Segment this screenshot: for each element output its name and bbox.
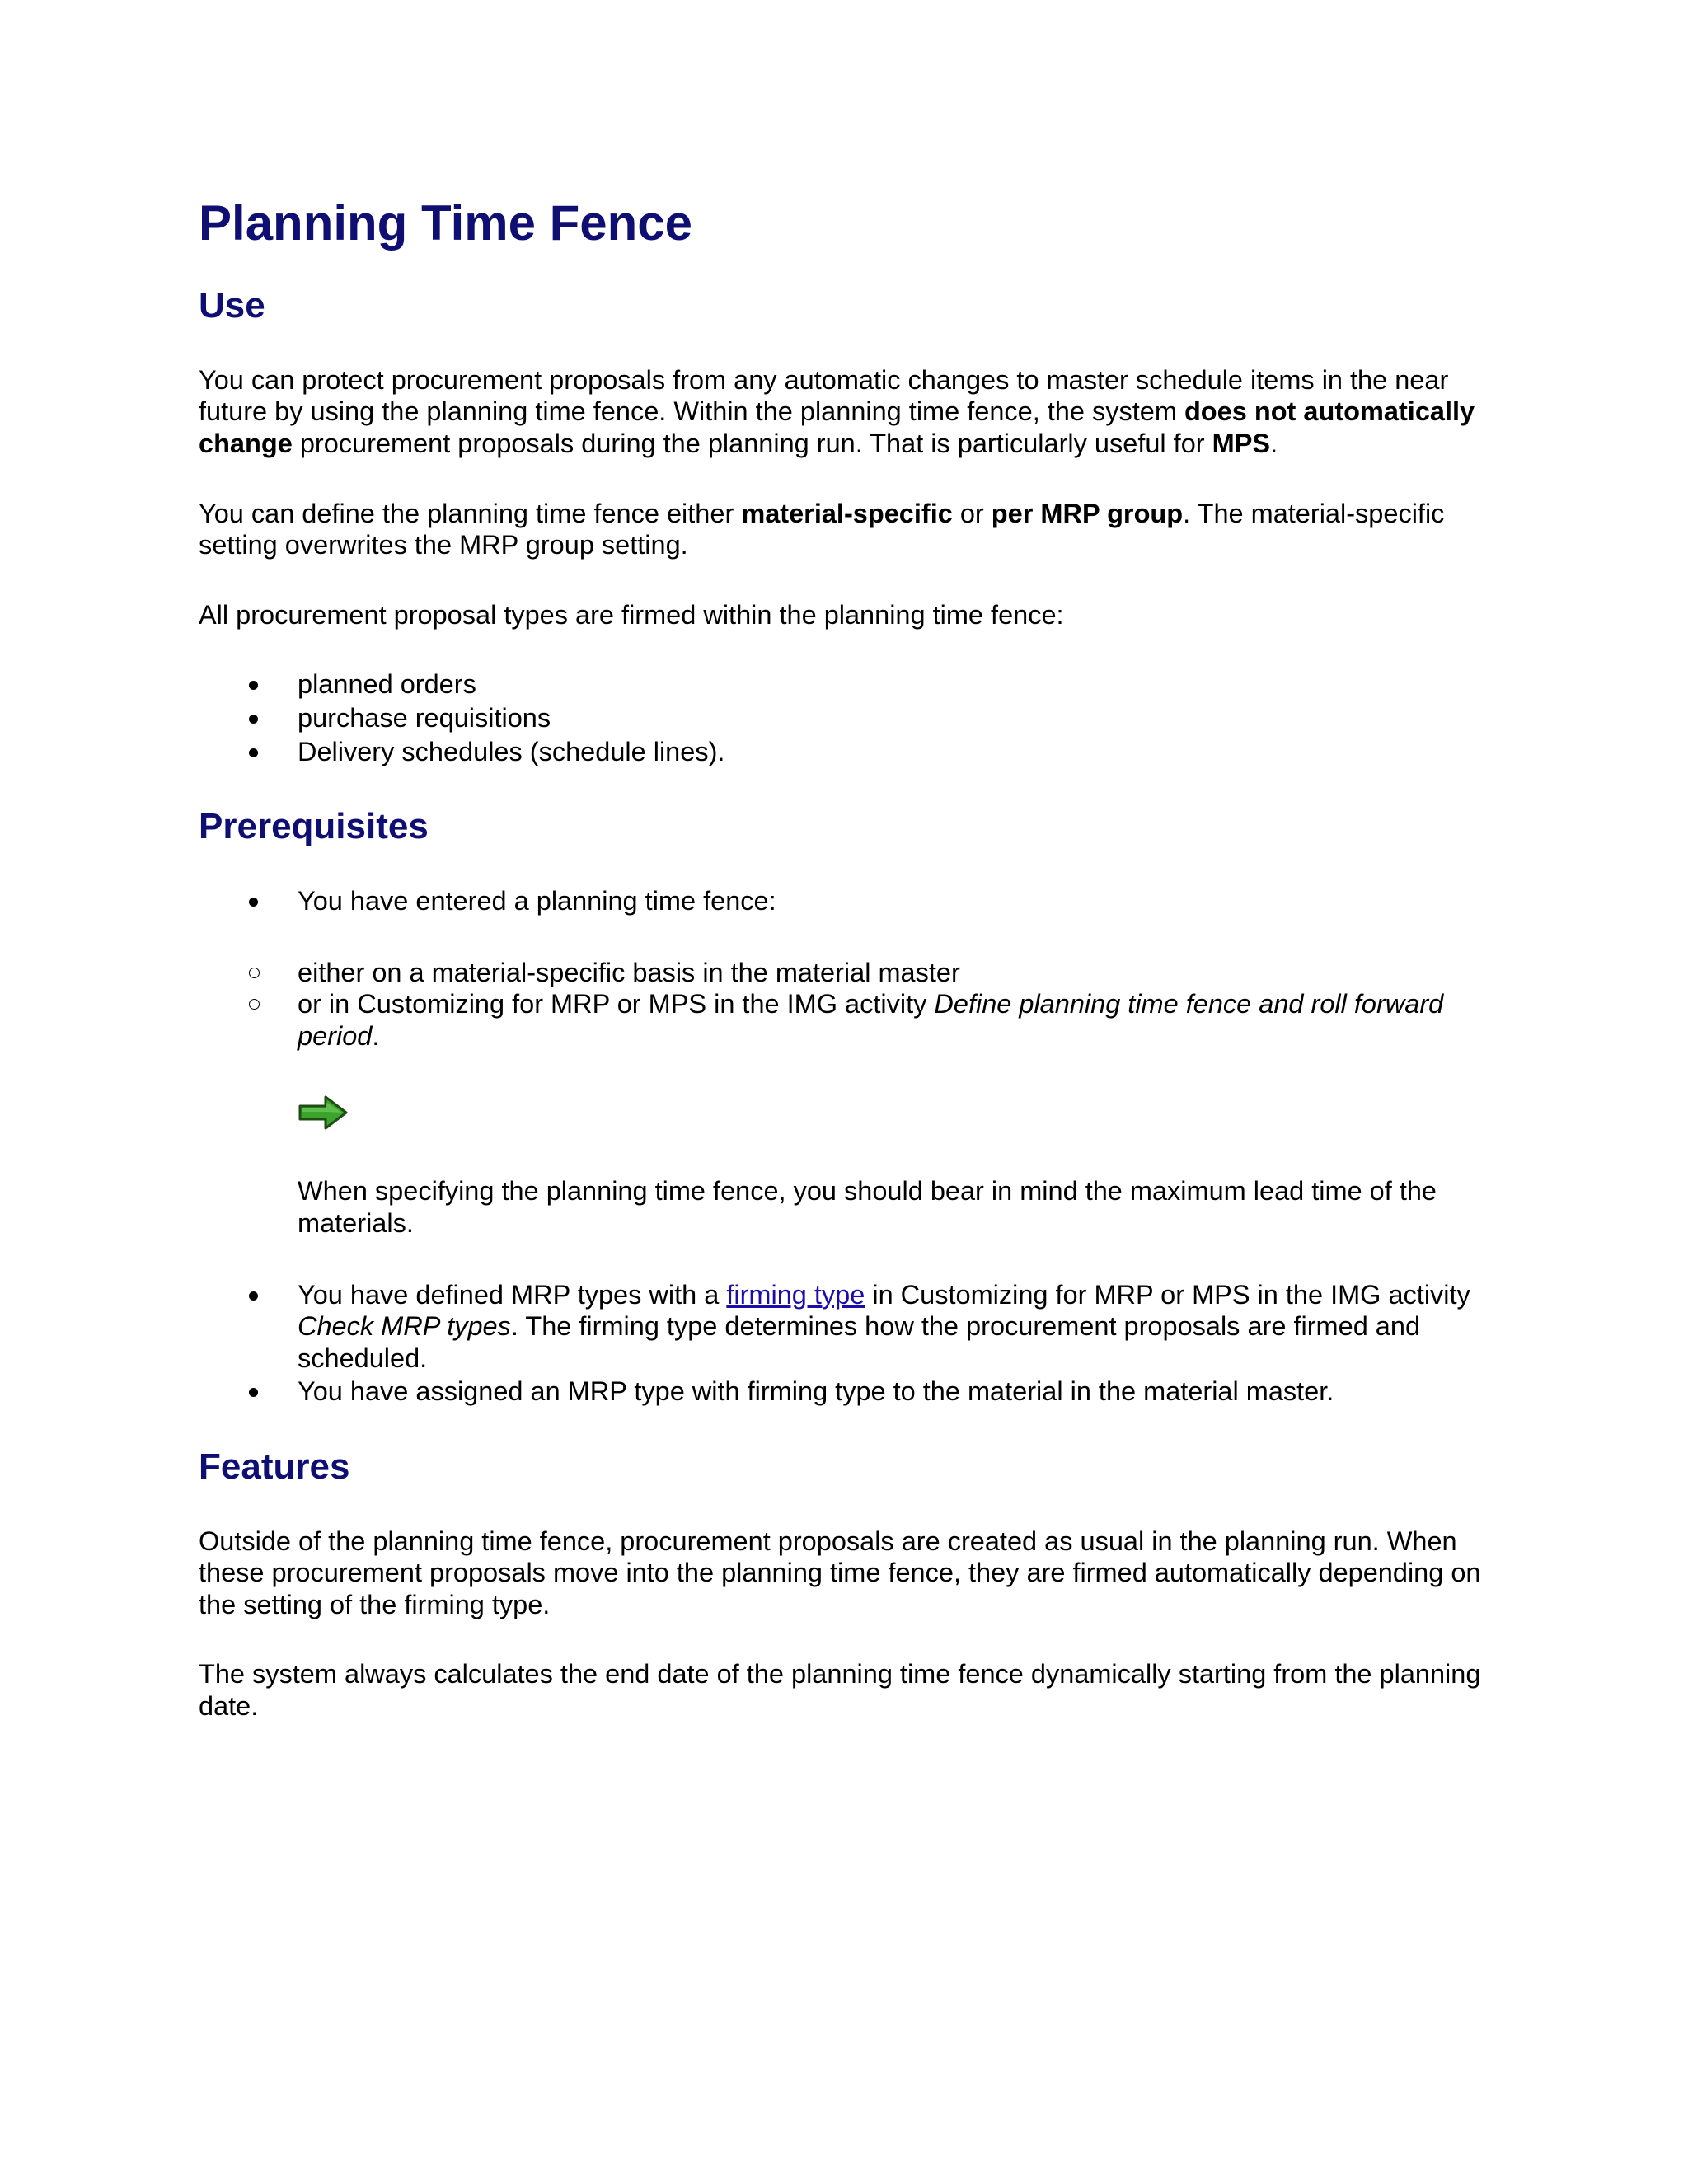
section-heading-features: Features [199,1446,350,1487]
firming-type-link[interactable]: firming type [726,1279,865,1310]
list-item [199,1376,1493,1408]
features-paragraph-2: The system always calculates the end date of the planning time fence dynamically starting from the planning date. [199,1659,1481,1722]
prereq-sub-list [199,957,1493,1052]
sub-list-item [199,957,1493,989]
use-p2-text-2: or [952,498,992,528]
list-item [199,668,1493,701]
bullet-icon [249,1291,258,1301]
bullet-icon [249,1388,258,1397]
prereq-item-3-text: You have assigned an MRP type with firming type to the material in the material master. [298,1376,1334,1407]
img-activity-name: Define planning time fence and roll forward period [298,989,1444,1051]
use-p2-text-3: . The material-specific setting overwrites the MRP group setting. [199,498,1445,560]
check-mrp-types-activity: Check MRP types [298,1311,511,1342]
list-item-text: planned orders [298,669,476,700]
use-paragraph-3: All procurement proposal types are firmed within the planning time fence: [199,599,1064,630]
prereq-item-2-text-1: You have defined MRP types with a [298,1279,727,1310]
use-p2-text-1: You can define the planning time fence either [199,498,742,528]
use-p1-text-2: procurement proposals during the planning run. That is particularly useful for [292,428,1212,458]
circle-bullet-icon [249,999,260,1010]
sub-item-2-text-2: . [372,1020,380,1051]
use-p1-bold-1: does not automatically change [199,396,1475,458]
prerequisites-list [199,885,1493,1408]
list-item [199,1279,1493,1375]
green-arrow-icon [298,1094,349,1131]
list-item [199,702,1493,734]
use-p1-bold-2: MPS [1212,428,1271,458]
circle-bullet-icon [249,968,260,978]
note-text: When specifying the planning time fence, you should bear in mind the maximum lead time of the materials. [298,1176,1437,1238]
list-item-text: purchase requisitions [298,702,551,733]
bullet-icon [249,681,258,690]
use-p2-bold-2: per MRP group [991,498,1184,528]
bullet-icon [249,748,258,757]
spacer [298,1240,1493,1277]
list-item [199,885,1493,1277]
use-paragraph-1 [199,364,1493,460]
prereq-item-2-text-2: in Customizing for MRP or MPS in the IMG activity [865,1279,1470,1310]
list-item [199,736,1493,768]
section-heading-use: Use [199,285,265,326]
page-title: Planning Time Fence [199,195,693,251]
use-p2-bold-1: material-specific [741,498,953,528]
note-block [298,1094,1493,1239]
features-paragraph-1: Outside of the planning time fence, procurement proposals are created as usual in the planning run. When these procurement proposals move into the planning time fence, they are firmed automatically depending on the setting of the firming type. [199,1526,1481,1619]
section-heading-prerequisites: Prerequisites [199,806,429,847]
sub-item-2-text-1: or in Customizing for MRP or MPS in the IMG activity [298,989,935,1019]
use-p1-text-3: . [1270,428,1278,458]
sub-list-item [199,988,1493,1052]
use-p1-text-1: You can protect procurement proposals from any automatic changes to master schedule items in the near future by using the planning time fence. Within the planning time fence, the system [199,364,1449,427]
prereq-item-1-text: You have entered a planning time fence: [298,885,776,916]
prereq-item-2-text-3: . The firming type determines how the procurement proposals are firmed and scheduled. [298,1311,1421,1373]
proposal-types-list [199,668,1493,767]
document-body [199,194,1493,1760]
sub-item-1-text: either on a material-specific basis in the material master [298,957,960,987]
list-item-text: Delivery schedules (schedule lines). [298,736,725,766]
bullet-icon [249,898,258,907]
bullet-icon [249,715,258,724]
use-paragraph-2 [199,498,1493,561]
